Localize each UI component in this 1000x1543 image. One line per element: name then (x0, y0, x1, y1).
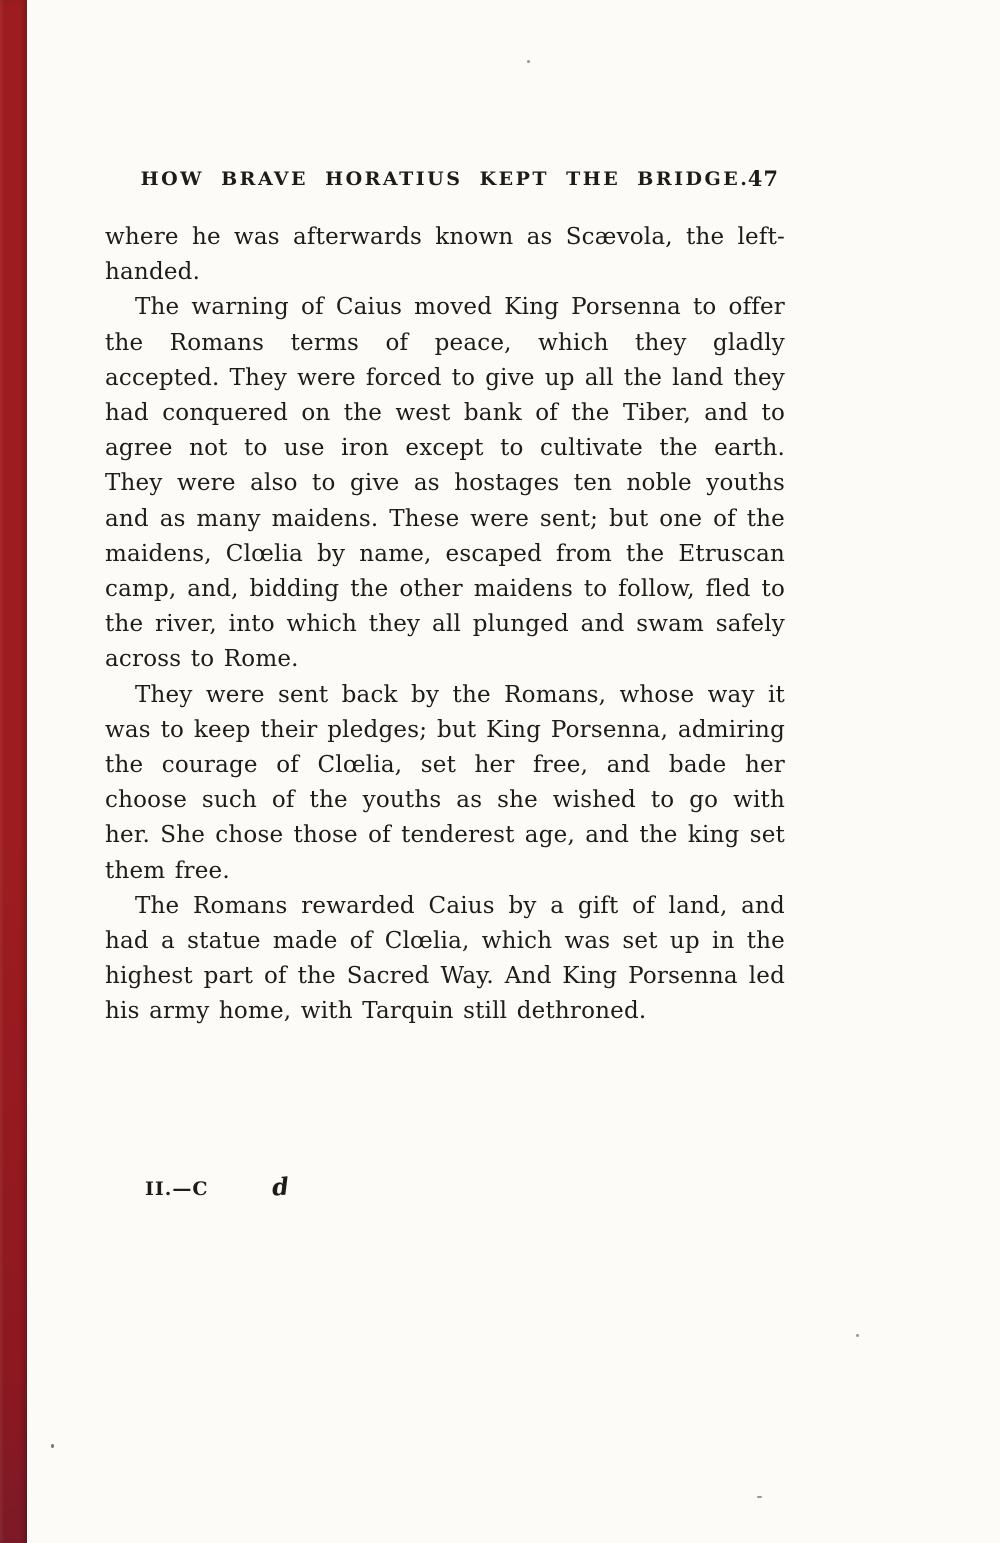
book-binding-edge (0, 0, 27, 1543)
paragraph-romans-rewarded: The Romans rewarded Caius by a gift of land, and had a statue made of Clœlia, which was set up in the highest part of the Sacred Way. And King Porsenna led his army home, with Tarquin still dethroned. (105, 892, 785, 1025)
paragraph-sent-back: They were sent back by the Romans, whose way it was to keep their pledges; but King Porsenna, admiring the courage of Clœlia, set her free, and bade her choose such of the youths as she wished to go with her. She chose those of tenderest age, and the king set them free. (105, 681, 785, 884)
page-footer (145, 1172, 289, 1201)
handwritten-mark: d (271, 1171, 290, 1202)
scan-speck (856, 1334, 859, 1337)
page-body (105, 220, 785, 1030)
page-number: 47 (747, 166, 779, 191)
scan-speck (51, 1444, 54, 1448)
scan-speck (527, 60, 530, 63)
page-header (105, 168, 785, 198)
running-title: HOW BRAVE HORATIUS KEPT THE BRIDGE. (140, 168, 750, 190)
scan-speck (757, 1496, 762, 1498)
paragraph-continuation: where he was afterwards known as Scævola, the left-handed. (105, 224, 785, 286)
paragraph-warning-of-caius: The warning of Caius moved King Porsenna to offer the Romans terms of peace, which they gladly accepted. They were forced to give up all the land they had conquered on the west bank of the Tiber, and to agree not to use iron except to cultivate the earth. They were also to give as hostages ten noble youths and as many maidens. These were sent; but one of the maidens, Clœlia by name, escaped from the Etruscan camp, and, bidding the other maidens to follow, fled to the river, into which they all plunged and swam safely across to Rome. (105, 294, 785, 673)
printer-signature-mark: II.—C (145, 1178, 209, 1200)
